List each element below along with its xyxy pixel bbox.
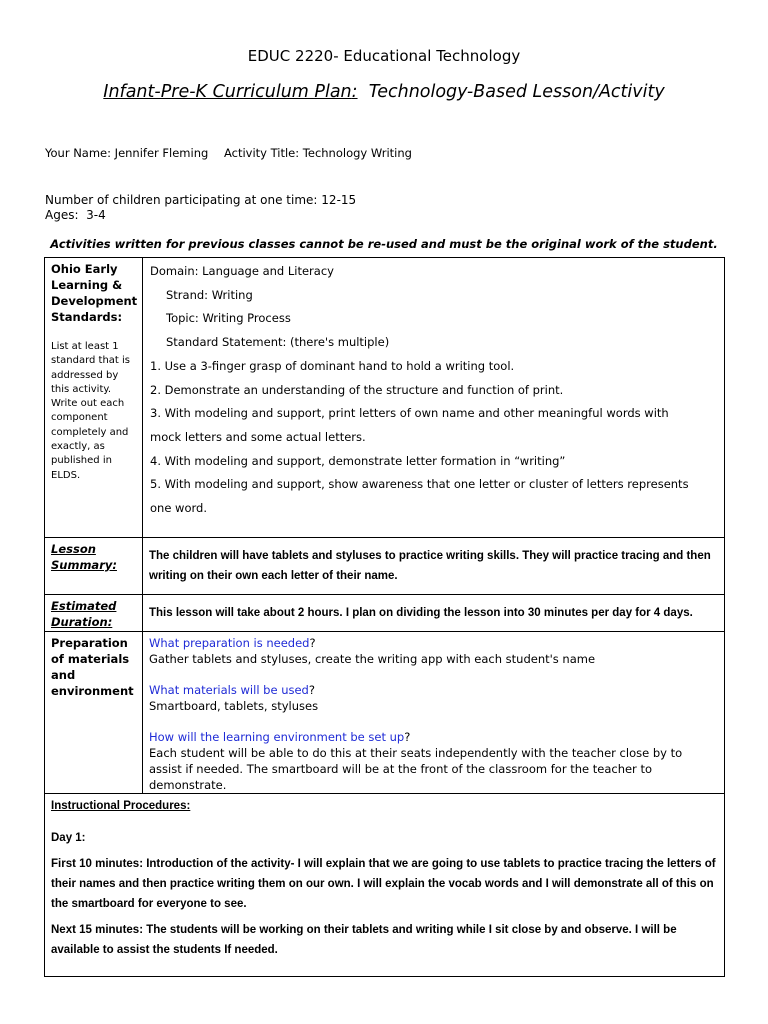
topic-line: Topic: Writing Process: [166, 311, 291, 326]
count-value: 12-15: [321, 193, 357, 207]
statement-line: Standard Statement: (there's multiple): [166, 335, 390, 350]
prep-answer-2: Smartboard, tablets, styluses: [149, 699, 319, 713]
duration-label-cell: [45, 595, 143, 632]
standard-item: 5. With modeling and support, show awareness that one letter or cluster of letters represents: [150, 477, 689, 492]
duration-text: This lesson will take about 2 hours. I plan on dividing the lesson into 30 minutes per day for 4 days.: [149, 607, 693, 619]
prep-row: [45, 632, 725, 794]
procedures-day: Day 1:: [51, 832, 86, 844]
curriculum-table: [44, 257, 725, 977]
duration-label: Estimated Duration:: [51, 599, 117, 629]
standards-label: Ohio Early Learning & Development Standards:: [51, 262, 138, 324]
duration-content-cell: [143, 595, 725, 632]
summary-label: Lesson Summary:: [51, 542, 117, 572]
ages-label: Ages:: [45, 208, 79, 222]
strand-line: Strand: Writing: [166, 287, 253, 302]
standard-item: mock letters and some actual letters.: [150, 429, 366, 444]
summary-text: The children will have tablets and styluses to practice writing skills. They will practice tracing and then writing on their own each letter of their name.: [149, 550, 711, 582]
procedures-title: Instructional Procedures:: [51, 800, 191, 812]
prep-answer-3: Each student will be able to do this at their seats independently with the teacher close by to assist if needed. The smartboard will be at the front of the classroom for the teacher to demonstrate.: [149, 746, 683, 792]
summary-label-cell: [45, 538, 143, 595]
activity-label: Activity Title:: [223, 146, 300, 160]
plan-title: [0, 82, 768, 102]
standards-content-cell: [143, 258, 725, 538]
duration-row: [45, 595, 725, 632]
prep-label-cell: [45, 632, 143, 794]
standard-item: 3. With modeling and support, print letters of own name and other meaningful words with: [150, 406, 669, 421]
prep-answer-1: Gather tablets and styluses, create the writing app with each student's name: [149, 652, 596, 666]
prep-content-cell: [143, 632, 725, 794]
procedures-row: [45, 794, 725, 977]
name-line: [45, 146, 412, 160]
plan-title-main: Infant-Pre-K Curriculum Plan: [103, 82, 352, 102]
prep-question-2: What materials will be used?: [149, 683, 315, 697]
ages-value: 3-4: [86, 208, 106, 222]
summary-content-cell: [143, 538, 725, 595]
procedures-cell: [45, 794, 725, 977]
standard-item: 4. With modeling and support, demonstrate letter formation in “writing”: [150, 453, 566, 468]
standards-label-cell: [45, 258, 143, 538]
standards-row: [45, 258, 725, 538]
ages-line: [45, 208, 106, 222]
standard-item: one word.: [150, 501, 207, 516]
name-label: Your Name:: [45, 146, 112, 160]
activity-value: Technology Writing: [302, 146, 412, 160]
prep-question-3: How will the learning environment be set up?: [149, 730, 411, 744]
count-label: Number of children participating at one time:: [45, 193, 318, 207]
procedures-paragraph: First 10 minutes: Introduction of the activity- I will explain that we are going to use tablets to practice tracing the letters of their names and then practice writing them on our own. I will explain the vocab words and I will demonstrate all of this on the smartboard for everyone to see.: [51, 858, 716, 910]
plan-title-colon: :: [351, 82, 358, 102]
prep-question-1: What preparation is needed?: [149, 636, 316, 650]
course-title: EDUC 2220- Educational Technology: [247, 47, 521, 65]
prep-label: Preparation of materials and environment: [51, 636, 134, 698]
procedures-paragraph: Next 15 minutes: The students will be working on their tablets and writing while I sit close by and observe. I will be available to assist the students If needed.: [51, 924, 677, 956]
domain-line: Domain: Language and Literacy: [150, 264, 334, 278]
standards-hint: List at least 1 standard that is addressed by this activity. Write out each component completely and exactly, as published in ELDS.: [51, 341, 131, 481]
originality-notice: Activities written for previous classes cannot be re-used and must be the original work of the student.: [50, 237, 718, 251]
name-value: Jennifer Fleming: [114, 146, 209, 160]
children-count-line: [45, 193, 356, 207]
standard-item: 2. Demonstrate an understanding of the structure and function of print.: [150, 382, 564, 397]
summary-row: [45, 538, 725, 595]
plan-title-rest: Technology-Based Lesson/Activity: [368, 82, 665, 102]
standard-item: 1. Use a 3-finger grasp of dominant hand to hold a writing tool.: [150, 358, 515, 373]
